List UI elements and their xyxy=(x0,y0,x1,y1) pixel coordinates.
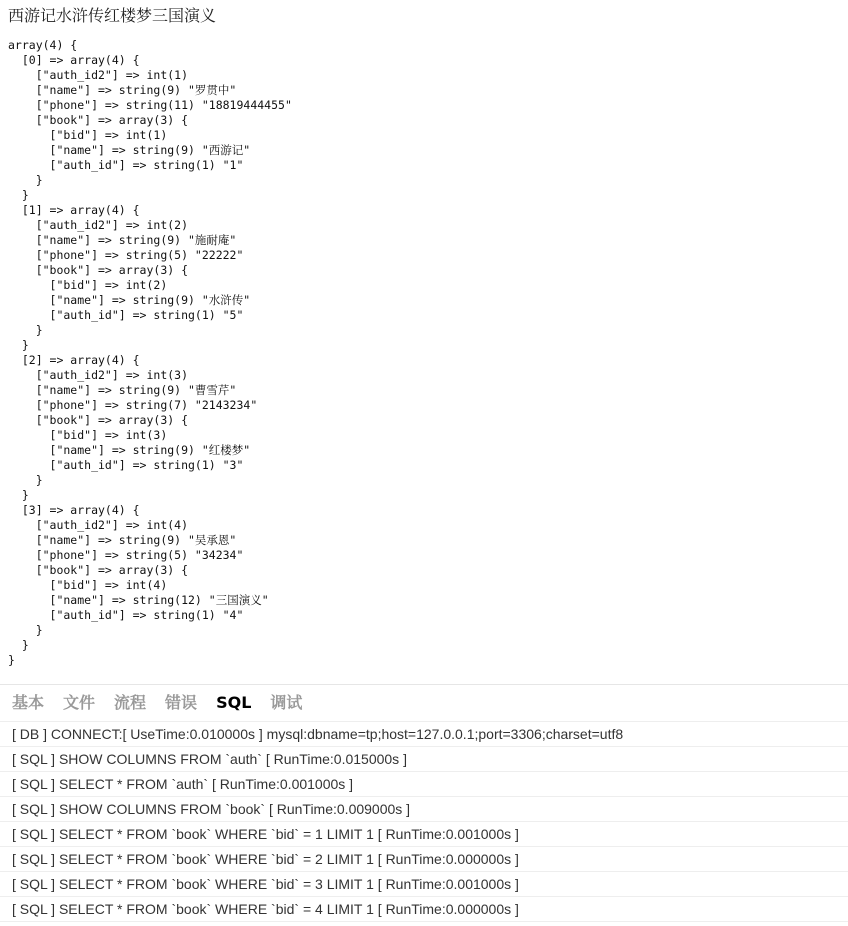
dump-line: ["auth_id2"] => int(1) xyxy=(8,68,189,82)
dump-line: } xyxy=(8,623,43,637)
dump-line: array(4) { xyxy=(8,38,78,52)
sql-log-entry: [ SQL ] SHOW COLUMNS FROM `auth` [ RunTime:0.015000s ] xyxy=(0,747,848,772)
dump-line: } xyxy=(8,638,29,652)
dump-line: ["name"] => string(9) "吴承恩" xyxy=(8,533,237,547)
sql-log-list xyxy=(0,721,848,922)
dump-line: } xyxy=(8,323,43,337)
dump-line: [0] => array(4) { xyxy=(8,53,140,67)
dump-line: ["name"] => string(9) "曹雪芹" xyxy=(8,383,237,397)
sql-log-entry: [ SQL ] SELECT * FROM `book` WHERE `bid` = 3 LIMIT 1 [ RunTime:0.001000s ] xyxy=(0,872,848,897)
dump-line: } xyxy=(8,473,43,487)
tab-errors[interactable]: 错误 xyxy=(165,693,198,712)
dump-line: ["name"] => string(9) "罗贯中" xyxy=(8,83,237,97)
tab-files[interactable]: 文件 xyxy=(63,693,96,712)
sql-log-entry: [ SQL ] SELECT * FROM `book` WHERE `bid` = 1 LIMIT 1 [ RunTime:0.001000s ] xyxy=(0,822,848,847)
dump-line: [3] => array(4) { xyxy=(8,503,140,517)
tab-basic[interactable]: 基本 xyxy=(12,693,45,712)
dump-line: ["book"] => array(3) { xyxy=(8,413,189,427)
dump-line: ["auth_id"] => string(1) "4" xyxy=(8,608,244,622)
dump-line: ["phone"] => string(5) "34234" xyxy=(8,548,244,562)
dump-line: ["name"] => string(9) "施耐庵" xyxy=(8,233,237,247)
dump-line: } xyxy=(8,488,29,502)
sql-log-entry: [ SQL ] SELECT * FROM `book` WHERE `bid` = 4 LIMIT 1 [ RunTime:0.000000s ] xyxy=(0,897,848,922)
dump-line: [1] => array(4) { xyxy=(8,203,140,217)
dump-line: ["name"] => string(9) "西游记" xyxy=(8,143,251,157)
var-dump-output xyxy=(8,38,292,668)
dump-line: } xyxy=(8,173,43,187)
dump-line: ["phone"] => string(7) "2143234" xyxy=(8,398,258,412)
sql-log-entry: [ DB ] CONNECT:[ UseTime:0.010000s ] mysql:dbname=tp;host=127.0.0.1;port=3306;charset=utf8 xyxy=(0,721,848,747)
dump-line: ["bid"] => int(4) xyxy=(8,578,168,592)
sql-log-entry: [ SQL ] SELECT * FROM `book` WHERE `bid` = 2 LIMIT 1 [ RunTime:0.000000s ] xyxy=(0,847,848,872)
page-trace-panel xyxy=(0,684,848,926)
book-titles-output: 西游记水浒传红楼梦三国演义 xyxy=(8,6,217,25)
dump-line: ["book"] => array(3) { xyxy=(8,263,189,277)
dump-line: [2] => array(4) { xyxy=(8,353,140,367)
dump-line: ["bid"] => int(3) xyxy=(8,428,168,442)
dump-line: } xyxy=(8,188,29,202)
dump-line: } xyxy=(8,338,29,352)
dump-line: ["bid"] => int(1) xyxy=(8,128,168,142)
dump-line: ["phone"] => string(5) "22222" xyxy=(8,248,244,262)
tab-flow[interactable]: 流程 xyxy=(114,693,147,712)
dump-line: ["book"] => array(3) { xyxy=(8,113,189,127)
dump-line: ["name"] => string(9) "红楼梦" xyxy=(8,443,251,457)
tab-sql[interactable]: SQL xyxy=(216,693,252,712)
dump-line: ["phone"] => string(11) "18819444455" xyxy=(8,98,292,112)
dump-line: ["auth_id2"] => int(4) xyxy=(8,518,189,532)
dump-line: ["auth_id2"] => int(2) xyxy=(8,218,189,232)
dump-line: ["auth_id2"] => int(3) xyxy=(8,368,189,382)
trace-tabs xyxy=(0,685,848,721)
dump-line: ["bid"] => int(2) xyxy=(8,278,168,292)
tab-debug[interactable]: 调试 xyxy=(270,693,303,712)
sql-log-entry: [ SQL ] SELECT * FROM `auth` [ RunTime:0.001000s ] xyxy=(0,772,848,797)
dump-line: } xyxy=(8,653,15,667)
dump-line: ["name"] => string(12) "三国演义" xyxy=(8,593,269,607)
dump-line: ["auth_id"] => string(1) "1" xyxy=(8,158,244,172)
sql-log-entry: [ SQL ] SHOW COLUMNS FROM `book` [ RunTime:0.009000s ] xyxy=(0,797,848,822)
dump-line: ["auth_id"] => string(1) "5" xyxy=(8,308,244,322)
dump-line: ["book"] => array(3) { xyxy=(8,563,189,577)
dump-line: ["name"] => string(9) "水浒传" xyxy=(8,293,251,307)
dump-line: ["auth_id"] => string(1) "3" xyxy=(8,458,244,472)
